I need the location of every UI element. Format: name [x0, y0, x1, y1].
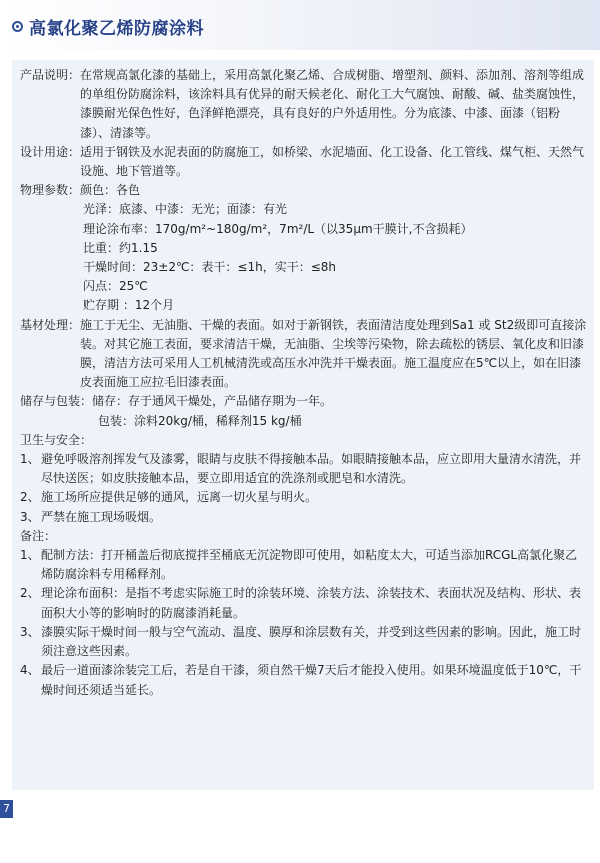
list-item-text: 严禁在施工现场吸烟。	[41, 509, 162, 524]
target-bullet-icon	[12, 21, 23, 32]
product-label: 产品说明：	[20, 68, 81, 82]
physical-color: 颜色：各色	[80, 183, 141, 198]
list-item-text: 避免呼吸溶剂挥发气及漆雾，眼睛与皮肤不得接触本品。如眼睛接触本品，应立即用大量清水清洗，并尽快送医；如皮肤接触本品，要立即用适宜的洗涤剂或肥皂和水清洗。	[41, 452, 582, 486]
list-item	[20, 488, 588, 507]
section-usage	[20, 143, 588, 181]
section-product	[20, 66, 588, 143]
list-item	[20, 623, 588, 661]
list-item-text: 最后一道面漆涂装完工后，若是自干漆，须自然干燥7天后才能投入使用。如果环境温度低于10℃，干燥时间还须适当延长。	[41, 663, 582, 697]
list-item-number: 2、	[20, 586, 40, 601]
safety-list	[20, 450, 588, 527]
section-storage	[20, 392, 588, 411]
storage-text: 储存：存于通风干燥处，产品储存期为一年。	[92, 394, 333, 409]
physical-gravity: 比重：约1.15	[83, 240, 158, 255]
page-header	[0, 0, 600, 50]
page-title: 高氯化聚乙烯防腐涂料	[29, 19, 204, 39]
list-item	[20, 546, 588, 584]
title-block	[12, 14, 204, 39]
safety-label: 卫生与安全：	[20, 432, 93, 447]
physical-coverage: 理论涂布率：170g/m²~180g/m²，7m²/L（以35μm干膜计,不含损耗）	[83, 221, 473, 236]
physical-shelf: 贮存期 ：12个月	[83, 298, 175, 313]
notes-label: 备注：	[20, 528, 57, 543]
list-item	[20, 661, 588, 699]
physical-gloss: 光泽：底漆、中漆：无光；面漆：有光	[83, 202, 288, 217]
list-item-number: 1、	[20, 548, 40, 563]
usage-text: 适用于钢铁及水泥表面的防腐施工，如桥梁、水泥墙面、化工设备、化工管线、煤气柜、天然气设施、地下管道等。	[80, 144, 585, 179]
list-item-number: 3、	[20, 624, 40, 639]
section-substrate	[20, 316, 588, 393]
product-text: 在常规高氯化漆的基础上，采用高氯化聚乙烯、合成树脂、增塑剂、颜料、添加剂、溶剂等组成的单组份防腐涂料，该涂料具有优异的耐天候老化、耐化工大气腐蚀、耐酸、碱、盐类腐蚀性，漆膜耐光保色性好，色泽鲜艳漂亮，具有良好的户外适用性。分为底漆、中漆、面漆（铝粉漆）、清漆等。	[80, 68, 585, 140]
list-item-text: 漆膜实际干燥时间一般与空气流动、温度、膜厚和涂层数有关，并受到这些因素的影响。因此，施工时须注意这些因素。	[41, 624, 582, 659]
list-item-number: 1、	[20, 452, 40, 467]
physical-drying: 干燥时间：23±2℃：表干：≤1h，实干：≤8h	[83, 260, 337, 275]
list-item	[20, 508, 588, 527]
section-physical	[20, 181, 588, 200]
list-item-number: 4、	[20, 663, 40, 678]
substrate-label: 基材处理：	[20, 317, 81, 332]
list-item-text: 理论涂布面积：是指不考虑实际施工时的涂装环境、涂装方法、涂装技术、表面状况及结构、形状、表面积大小等的影响时的防腐漆消耗量。	[41, 586, 582, 620]
page-number: 7	[0, 800, 13, 818]
storage-label: 储存与包装：	[20, 394, 93, 409]
physical-flash: 闪点：25℃	[83, 279, 148, 294]
notes-list	[20, 546, 588, 700]
list-item	[20, 450, 588, 488]
list-item-number: 3、	[20, 509, 40, 524]
list-item-number: 2、	[20, 490, 40, 505]
list-item-text: 配制方法：打开桶盖后彻底搅拌至桶底无沉淀物即可使用，如粘度太大，可适当添加RCGL高氯化聚乙烯防腐涂料专用稀释剂。	[41, 548, 578, 582]
list-item-text: 施工场所应提供足够的通风，远离一切火星与明火。	[41, 490, 318, 505]
physical-label: 物理参数：	[20, 183, 81, 198]
spec-content	[20, 66, 588, 700]
package-text: 包装：涂料20kg/桶，稀释剂15 kg/桶	[98, 413, 302, 428]
usage-label: 设计用途：	[20, 144, 81, 159]
list-item	[20, 584, 588, 622]
substrate-text: 施工于无尘、无油脂、干燥的表面。如对于新钢铁，表面清洁度处理到Sa1 或 St2级即可直接涂装。对其它施工表面，要求清洁干燥，无油脂、尘埃等污染物，除去疏松的锈层、氧化皮和旧漆膜，清洁方法可采用人工机械清洗或高压水冲洗并干燥表面。施工温度应在5℃以上，如在旧漆皮表面施工应拉毛旧漆表面。	[80, 317, 587, 390]
